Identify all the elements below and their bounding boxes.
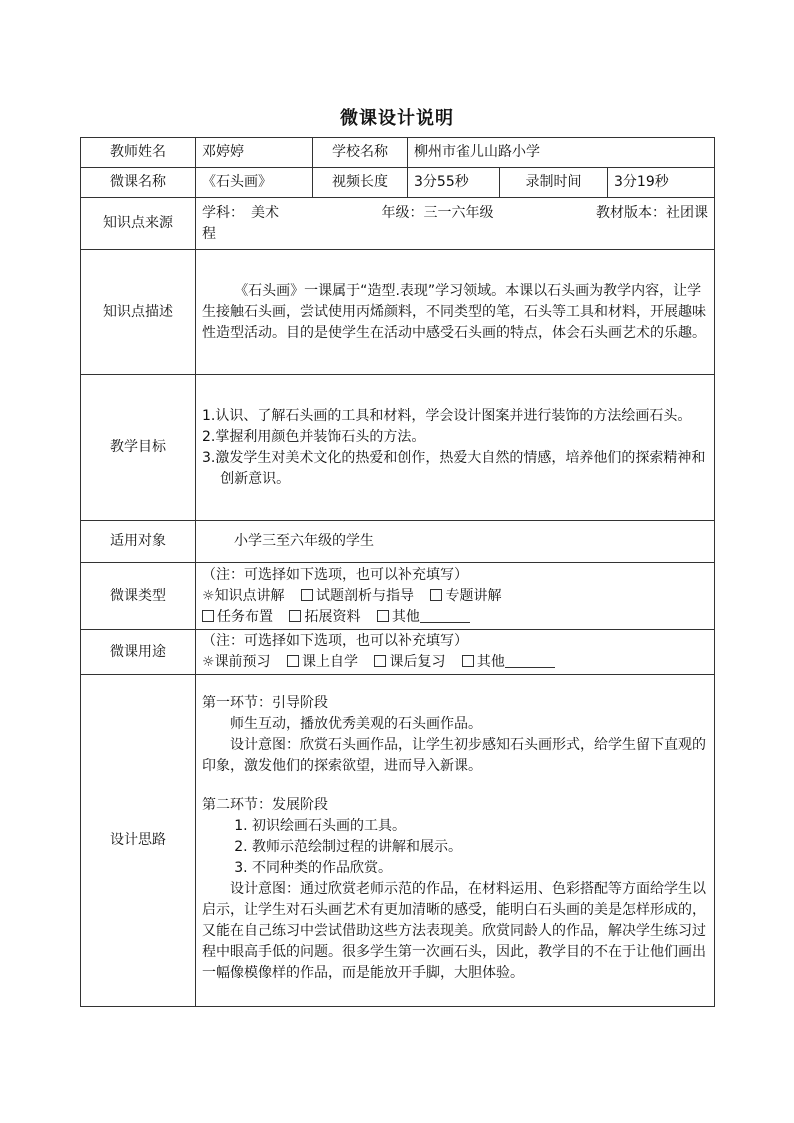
checkbox-icon <box>202 610 214 622</box>
row-design <box>81 675 715 1007</box>
source-label: 知识点来源 <box>81 198 196 250</box>
row-audience <box>81 521 715 563</box>
row-goals <box>81 375 715 521</box>
usage-label: 微课用途 <box>81 630 196 675</box>
option-label: 课后复习 <box>389 654 446 670</box>
audience-text: 小学三至六年级的学生 <box>234 533 374 549</box>
usage-option-selfstudy[interactable] <box>287 654 358 670</box>
description-label: 知识点描述 <box>81 250 196 375</box>
type-option-topic[interactable] <box>430 588 501 604</box>
usage-option-review[interactable] <box>374 654 445 670</box>
stage2-item: 1. 初识绘画石头画的工具。 <box>234 818 406 834</box>
stage2-title: 第二环节：发展阶段 <box>202 797 328 813</box>
source-grade: 年级：三一六年级 <box>381 204 494 221</box>
row-description <box>81 250 715 375</box>
stage2-item: 3. 不同种类的作品欣赏。 <box>234 860 392 876</box>
stage1-title: 第一环节：引导阶段 <box>202 695 328 711</box>
source-textbook: 教材版本：社团课 <box>596 204 708 221</box>
design-cell <box>196 675 715 1007</box>
goal-item: 2.掌握利用颜色并装饰石头的方法。 <box>202 428 426 445</box>
type-option-task[interactable] <box>202 609 273 625</box>
checkbox-icon <box>430 589 442 601</box>
usage-options <box>202 652 708 673</box>
sun-checkbox-icon: ☼ <box>202 587 215 604</box>
option-label: 拓展资料 <box>304 608 361 625</box>
checkbox-icon <box>377 610 389 622</box>
record-time-label: 录制时间 <box>500 168 608 198</box>
design-label: 设计思路 <box>81 675 196 1007</box>
source-line <box>202 203 708 224</box>
type-cell <box>196 563 715 630</box>
school-label: 学校名称 <box>313 138 408 168</box>
sun-checkbox-icon: ☼ <box>202 654 215 670</box>
source-value <box>196 198 715 250</box>
blank-line <box>420 608 470 623</box>
course-name-value: 《石头画》 <box>196 168 313 198</box>
option-label: 任务布置 <box>217 608 273 625</box>
row-course <box>81 168 715 198</box>
spacer <box>202 777 708 795</box>
type-option-other[interactable] <box>377 609 470 625</box>
checkbox-icon <box>289 610 301 622</box>
option-label: 其他 <box>476 654 505 670</box>
school-value: 柳州市雀儿山路小学 <box>408 138 715 168</box>
row-source <box>81 198 715 250</box>
goal-item: 1.认识、了解石头画的工具和材料，学会设计图案并进行装饰的方法绘画石头。 <box>202 407 692 424</box>
option-label: 课前预习 <box>214 654 271 670</box>
stage1-activity: 师生互动，播放优秀美观的石头画作品。 <box>230 716 482 732</box>
page-title: 微课设计说明 <box>340 108 454 129</box>
audience-cell <box>196 521 715 563</box>
audience-label: 适用对象 <box>81 521 196 563</box>
stage2-item: 2. 教师示范绘制过程的讲解和展示。 <box>234 839 462 855</box>
usage-option-preview[interactable] <box>202 654 271 670</box>
description-cell <box>196 250 715 375</box>
record-time-value: 3分19秒 <box>608 168 715 198</box>
video-length-value: 3分55秒 <box>408 168 500 198</box>
usage-cell <box>196 630 715 675</box>
checkbox-icon <box>287 655 299 667</box>
goals-cell <box>196 375 715 521</box>
goals-label: 教学目标 <box>81 375 196 521</box>
option-label: 知识点讲解 <box>214 587 285 604</box>
checkbox-icon <box>374 655 386 667</box>
goal-item: 3.激发学生对美术文化的热爱和创作，热爱大自然的情感，培养他们的探索精神和创新意识。 <box>202 449 706 487</box>
checkbox-icon <box>462 655 474 667</box>
teacher-value: 邓婷婷 <box>196 138 313 168</box>
row-type <box>81 563 715 630</box>
usage-note: （注：可选择如下选项，也可以补充填写） <box>202 633 468 649</box>
row-usage <box>81 630 715 675</box>
row-teacher <box>81 138 715 168</box>
option-label: 试题剖析与指导 <box>316 587 415 604</box>
option-label: 专题讲解 <box>445 587 502 604</box>
option-label: 课上自学 <box>302 654 359 670</box>
course-name-label: 微课名称 <box>81 168 196 198</box>
description-text: 《石头画》一课属于“造型.表现”学习领域。本课以石头画为教学内容，让学生接触石头画，尝试使用丙烯颜料，不同类型的笔，石头等工具和材料，开展趣味性造型活动。目的是使学生在活动中感受石头画的特点，体会石头画艺术的乐趣。 <box>202 282 706 341</box>
type-options-line1 <box>202 586 708 607</box>
type-option-exam[interactable] <box>301 588 414 604</box>
type-options-line2 <box>202 607 708 628</box>
blank-line <box>505 653 555 668</box>
usage-option-other[interactable] <box>462 654 555 670</box>
type-note: （注：可选择如下选项，也可以补充填写） <box>202 566 468 583</box>
type-option-extended[interactable] <box>289 609 360 625</box>
teacher-label: 教师姓名 <box>81 138 196 168</box>
source-textbook-cont: 程 <box>202 225 216 242</box>
checkbox-icon <box>301 589 313 601</box>
stage1-intent: 设计意图：欣赏石头画作品，让学生初步感知石头画形式，给学生留下直观的印象，激发他们的探索欲望，进而导入新课。 <box>202 737 706 774</box>
video-length-label: 视频长度 <box>313 168 408 198</box>
design-form-table <box>80 137 715 1007</box>
option-label: 其他 <box>391 608 420 625</box>
stage2-intent: 设计意图：通过欣赏老师示范的作品，在材料运用、色彩搭配等方面给学生以启示，让学生对石头画艺术有更加清晰的感受，能明白石头画的美是怎样形成的，又能在自己练习中尝试借助这些方法表现美。欣赏同龄人的作品，解决学生练习过程中眼高手低的问题。很多学生第一次画石头，因此，教学目的不在于让他们画出一幅像模像样的作品，而是能放开手脚，大胆体验。 <box>202 881 706 981</box>
type-label: 微课类型 <box>81 563 196 630</box>
type-option-knowledge[interactable] <box>202 588 285 604</box>
source-subject: 学科： 美术 <box>202 204 279 221</box>
